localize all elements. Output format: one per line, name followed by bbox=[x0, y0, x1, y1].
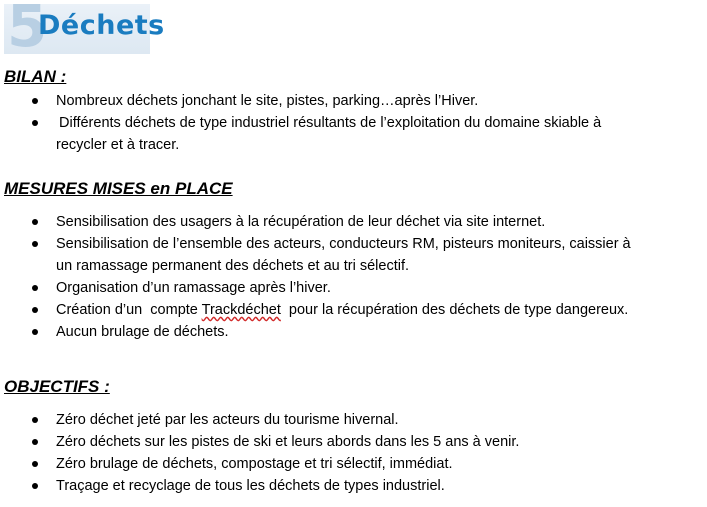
list-item bbox=[0, 90, 707, 112]
list-item bbox=[0, 233, 707, 255]
list-item-text: Création d’un compte bbox=[56, 302, 202, 318]
list-item bbox=[0, 321, 707, 343]
bullet-icon bbox=[32, 329, 38, 335]
list-item-continuation bbox=[0, 134, 707, 156]
list-item-text: Zéro brulage de déchets, compostage et tri sélectif, immédiat. bbox=[56, 456, 453, 472]
logo-5dechets bbox=[4, 0, 165, 60]
logo-word: Déchets bbox=[38, 10, 165, 41]
list-item-text: Zéro déchets sur les pistes de ski et leurs abords dans les 5 ans à venir. bbox=[56, 434, 520, 450]
list-item-text: Sensibilisation des usagers à la récupération de leur déchet via site internet. bbox=[56, 214, 546, 230]
section-title-bilan: BILAN : bbox=[4, 67, 67, 86]
trackdechet-word: Trackdéchet bbox=[201, 302, 281, 318]
mesures-list bbox=[0, 211, 707, 343]
list-item-text: Aucun brulage de déchets. bbox=[56, 324, 229, 340]
list-item bbox=[0, 112, 707, 134]
bullet-icon bbox=[32, 120, 38, 126]
list-item-text: Différents déchets de type industriel résultants de l’exploitation du domaine skiable à bbox=[59, 115, 602, 131]
list-item-text: Organisation d’un ramassage après l’hiver. bbox=[56, 280, 331, 296]
list-item-text: recycler et à tracer. bbox=[56, 137, 180, 153]
list-item bbox=[0, 431, 707, 453]
list-item bbox=[0, 409, 707, 431]
bullet-icon bbox=[32, 417, 38, 423]
bullet-icon bbox=[32, 241, 38, 247]
list-item-text: Nombreux déchets jonchant le site, pistes, parking…après l’Hiver. bbox=[56, 93, 479, 109]
objectifs-list bbox=[0, 409, 707, 497]
list-item-text: Traçage et recyclage de tous les déchets de types industriel. bbox=[56, 478, 445, 494]
bullet-icon bbox=[32, 483, 38, 489]
list-item bbox=[0, 211, 707, 233]
bullet-icon bbox=[32, 307, 38, 313]
bullet-icon bbox=[32, 461, 38, 467]
list-item bbox=[0, 453, 707, 475]
bullet-icon bbox=[32, 285, 38, 291]
list-item-text: Sensibilisation de l’ensemble des acteurs, conducteurs RM, pisteurs moniteurs, caissier à bbox=[56, 236, 631, 252]
list-item-continuation bbox=[0, 255, 707, 277]
list-item bbox=[0, 277, 707, 299]
section-title-objectifs: OBJECTIFS : bbox=[4, 377, 110, 396]
list-item bbox=[0, 475, 707, 497]
logo-number: 5 bbox=[7, 0, 48, 60]
bullet-icon bbox=[32, 98, 38, 104]
bullet-icon bbox=[32, 219, 38, 225]
list-item-text: un ramassage permanent des déchets et au tri sélectif. bbox=[56, 258, 410, 274]
section-title-mesures: MESURES MISES en PLACE bbox=[4, 179, 233, 198]
list-item bbox=[0, 299, 707, 321]
bilan-list bbox=[0, 90, 707, 156]
list-item-text: pour la récupération des déchets de type dangereux. bbox=[280, 302, 629, 318]
list-item-text: Zéro déchet jeté par les acteurs du tourisme hivernal. bbox=[56, 412, 399, 428]
bullet-icon bbox=[32, 439, 38, 445]
